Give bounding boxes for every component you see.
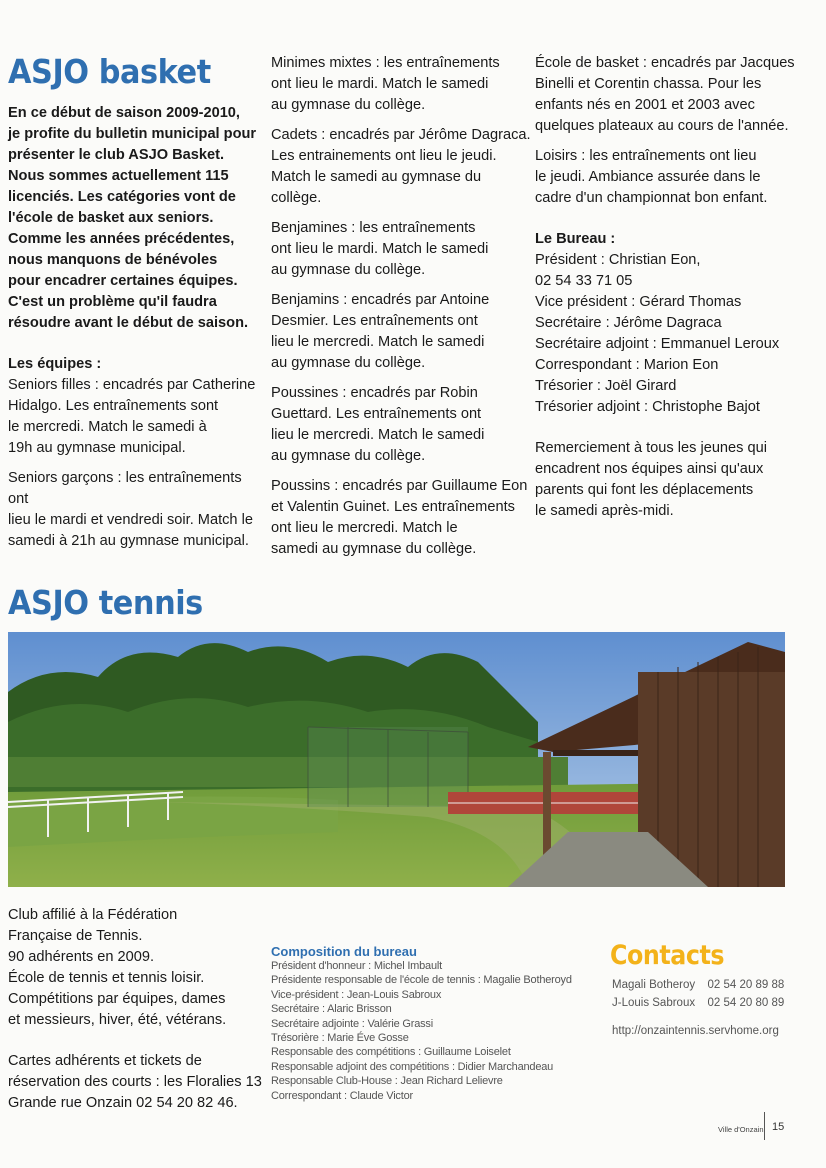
team-paragraph: Cadets : encadrés par Jérôme Dagraca. Les entrainements ont lieu le jeudi. Match le samedi au gymnase du collège. xyxy=(271,127,531,206)
tennis-info xyxy=(8,905,263,1123)
tennis-bureau-line: Responsable des compétitions : Guillaume Loiselet xyxy=(271,1046,511,1059)
footer-divider xyxy=(764,1112,765,1140)
bureau-heading: Le Bureau : xyxy=(535,231,616,247)
team-paragraph: Seniors garçons : les entraînements ont lieu le mardi et vendredi soir. Match le samedi à 21h au gymnase municipal. xyxy=(8,470,253,549)
team-paragraph: Seniors filles : encadrés par Catherine Hidalgo. Les entraînements sont le mercredi. Match le samedi à 19h au gymnase municipal. xyxy=(8,377,256,456)
tennis-bureau-line: Présidente responsable de l'école de tennis : Magalie Botheroyd xyxy=(271,974,572,987)
contacts-title: Contacts xyxy=(610,940,725,971)
contact-name: Magali Botheroy xyxy=(612,979,696,991)
page-number: 15 xyxy=(772,1121,785,1133)
website-link[interactable]: http://onzaintennis.servhome.org xyxy=(612,1025,779,1037)
bureau-list: Président : Christian Eon, 02 54 33 71 05 Vice président : Gérard Thomas Secrétaire : Jérôme Dagraca Secrétaire adjoint : Emmanuel Leroux Correspondant : Marion Eon Trésorier : Joël Girard Trésorier adjoint : Christophe Bajot xyxy=(535,252,780,415)
tennis-bureau-title: Composition du bureau xyxy=(271,944,417,959)
tennis-bureau-line: Secrétaire adjointe : Valérie Grassi xyxy=(271,1017,433,1030)
team-paragraph: Benjamines : les entraînements ont lieu le mardi. Match le samedi au gymnase du collège. xyxy=(271,220,489,278)
tennis-bureau-line: Président d'honneur : Michel Imbault xyxy=(271,960,442,972)
tennis-bureau-line: Responsable Club-House : Jean Richard Lelievre xyxy=(271,1075,503,1088)
footer-brand: Ville d'Onzain xyxy=(718,1125,764,1134)
contact-phone: 02 54 20 89 88 xyxy=(707,979,785,991)
tennis-bureau-line: Secrétaire : Alaric Brisson xyxy=(271,1003,392,1016)
basket-column-3 xyxy=(535,53,821,531)
team-paragraph: Benjamins : encadrés par Antoine Desmier. Les entraînements ont lieu le mercredi. Match le samedi au gymnase du collège. xyxy=(271,292,490,371)
basket-column-1 xyxy=(8,103,260,561)
basket-intro: En ce début de saison 2009-2010, je profite du bulletin municipal pour présenter le club ASJO Basket. Nous sommes actuellement 115 licenciés. Les catégories vont de l'école de basket aux seniors. Comme les années précédentes, nous manquons de bénévoles pour encadrer certaines équipes. C'est un problème qu'il faudra résoudre avant le début de saison. xyxy=(8,105,257,331)
team-paragraph: École de basket : encadrés par Jacques Binelli et Corentin chassa. Pour les enfants nés en 2001 et 2003 avec quelques plateaux au cours de l'année. xyxy=(535,55,795,134)
team-paragraph: Poussines : encadrés par Robin Guettard. Les entraînements ont lieu le mercredi. Match le samedi au gymnase du collège. xyxy=(271,385,485,464)
contact-row xyxy=(612,976,817,994)
team-paragraph: Poussins : encadrés par Guillaume Eon et Valentin Guinet. Les entraînements ont lieu le mercredi. Match le samedi au gymnase du collège. xyxy=(271,478,528,557)
basket-column-2 xyxy=(271,53,533,569)
tennis-title: ASJO tennis xyxy=(8,583,203,622)
team-paragraph: Loisirs : les entraînements ont lieu le jeudi. Ambiance assurée dans le cadre d'un championnat bon enfant. xyxy=(535,148,768,206)
tennis-bureau xyxy=(271,944,601,1103)
contact-name: J-Louis Sabroux xyxy=(612,997,696,1009)
contacts-list xyxy=(612,976,817,1041)
tennis-bureau-line: Trésorière : Marie Éve Gosse xyxy=(271,1032,409,1045)
tennis-courts-photo xyxy=(8,632,785,887)
contact-phone: 02 54 20 80 89 xyxy=(707,997,785,1009)
contact-row xyxy=(612,994,817,1012)
thanks-paragraph: Remerciement à tous les jeunes qui encadrent nos équipes ainsi qu'aux parents qui font les déplacements le samedi après-midi. xyxy=(535,440,767,519)
team-paragraph: Minimes mixtes : les entraînements ont lieu le mardi. Match le samedi au gymnase du collège. xyxy=(271,55,500,113)
teams-heading: Les équipes : xyxy=(8,356,102,372)
basket-title: ASJO basket xyxy=(8,52,211,91)
tennis-bureau-line: Responsable adjoint des compétitions : Didier Marchandeau xyxy=(271,1060,554,1073)
tennis-info-paragraph: Club affilié à la Fédération Française de Tennis. 90 adhérents en 2009. École de tennis et tennis loisir. Compétitions par équipes, dames et messieurs, hiver, été, vétérans. xyxy=(8,907,227,1028)
tennis-bureau-line: Correspondant : Claude Victor xyxy=(271,1089,413,1102)
photo-illustration xyxy=(8,632,785,887)
tennis-reservation-paragraph: Cartes adhérents et tickets de réservation des courts : les Floralies 13 Grande rue Onzain 02 54 20 82 46. xyxy=(8,1053,262,1111)
tennis-bureau-line: Vice-président : Jean-Louis Sabroux xyxy=(271,988,442,1001)
